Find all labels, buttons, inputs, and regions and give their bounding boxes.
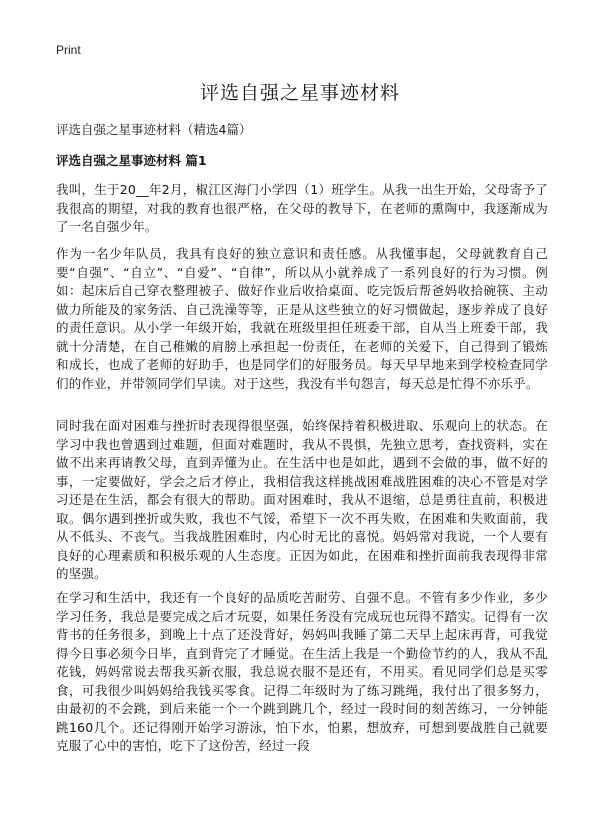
print-link[interactable]: Print [56,43,81,57]
section-heading: 评选自强之星事迹材料 篇1 [56,153,207,168]
paragraph-1: 我叫，生于20__年2月，椒江区海门小学四（1）班学生。从我一出生开始，父母寄予了我很高的期望，对我的教育也很严格，在父母的教导下，在老师的熏陶中，我逐渐成为了一名自强少年。 [56,182,548,234]
paragraph-3: 同时我在面对困难与挫折时表现得很坚强，始终保持着积极进取、乐观向上的状态。在学习中我也曾遇到过难题，但面对难题时，我从不畏惧，先独立思考，查找资料，实在做不出来再请教父母，直到弄懂为止。在生活中也是如此，遇到不会做的事，做不好的事，一定要做好，学会之后才停止，我相信我这样挑战困难战胜困难的决心不管是对学习还是在生活，都会有很大的帮助。面对困难时，我从不退缩，总是勇往直前，积极进取。偶尔遇到挫折或失败，我也不气馁，希望下一次不再失败，在困难和失败面前，我从不低头、不丧气。当我战胜困难时，内心时无比的喜悦。妈妈常对我说，一个人要有良好的心理素质和积极乐观的人生态度。正因为如此，在困难和挫折面前我表现得非常的坚强。 [56,418,548,581]
paragraph-2: 作为一名少年队员，我具有良好的独立意识和责任感。从我懂事起，父母就教育自己要“自强”、“自立”、“自爱”、“自律”，所以从小就养成了一系列良好的行为习惯。例如：起床后自己穿衣整理被子、做好作业后收拾桌面、吃完饭后帮爸妈收拾碗筷、主动做力所能及的家务活、自己洗澡等等，正是从这些独立的好习惯做起，逐步养成了良好的责任意识。从小学一年级开始，我就在班级里担任班委干部，自从当上班委干部，我就十分清楚，在自己稚嫩的肩膀上承担起一份责任，在老师的关爱下，自己得到了锻炼和成长，也成了老师的好助手，也是同学们的好服务员。每天早早地来到学校检查同学们的作业，并带领同学们早读。对于这些，我没有半句怨言，每天总是忙得不亦乐乎。 [56,246,548,391]
document-title: 评选自强之星事迹材料 [199,82,400,104]
paragraph-4: 在学习和生活中，我还有一个良好的品质吃苦耐劳、自强不息。不管有多少作业，多少学习任务，我总是要完成之后才玩耍，如果任务没有完成玩也玩得不踏实。记得有一次背书的任务很多，到晚上十点了还没背好，妈妈叫我睡了第二天早上起床再背，可我觉得今日事必须今日毕，直到背完了才睡觉。在生活上我是一个勤俭节约的人，我从不乱花钱，妈妈常说去帮我买新衣服，我总说衣服不是还有，不用买。看见同学们总是买零食，可我很少叫妈妈给我钱买零食。记得二年级时为了练习跳绳，我付出了很多努力，由最初的不会跳，到后来能一个一个跳到跳几个，经过一段时间的刻苦练习，一分钟能跳160几个。还记得刚开始学习游泳，怕下水，怕累，想放弃，可想到要战胜自己就要克服了心中的害怕，吃下了这份苦，经过一段 [56,590,548,753]
document-subtitle: 评选自强之星事迹材料（精选4篇） [56,122,252,137]
